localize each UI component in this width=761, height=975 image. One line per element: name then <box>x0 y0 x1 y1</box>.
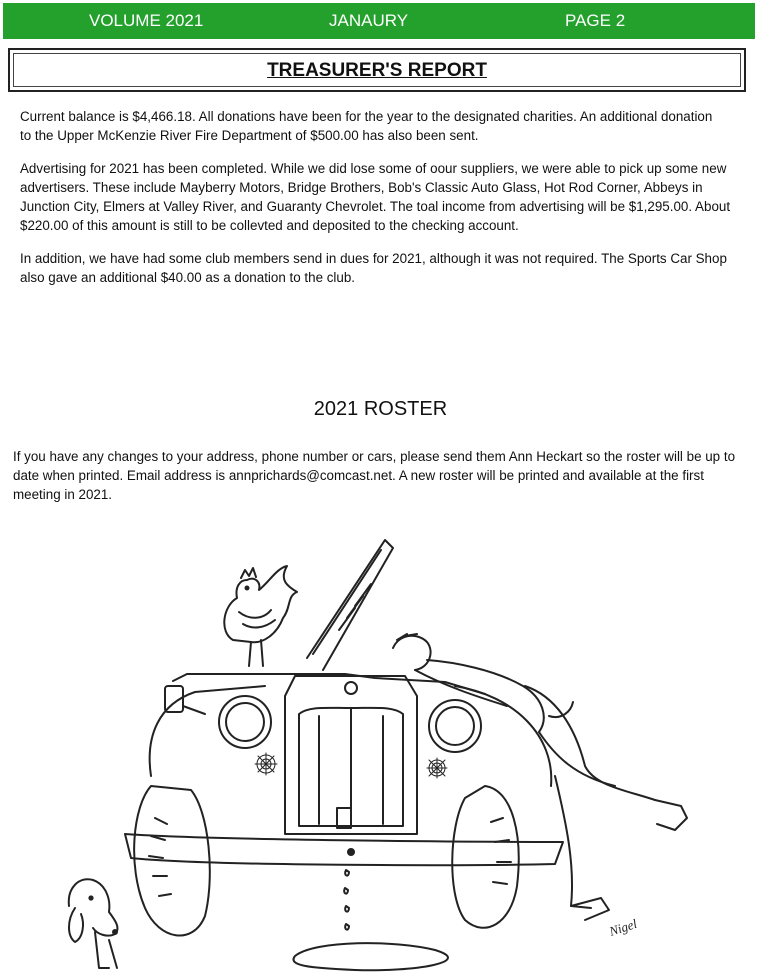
radiator-grille <box>285 676 417 834</box>
advertising-paragraph: Advertising for 2021 has been completed. While we did lose some of oour suppliers, we were able to pick up some new advertisers. These include Mayberry Motors, Bridge Brothers, Bob's Classic Auto Glass, Hot Rod Corner, Abbeys in Junction City, Elmers at Valley River, and Guaranty Chevrolet. The toal income from advertising will be $1,295.00. About $220.00 of this amount is still to be collevted and deposited to the checking account. <box>20 161 731 233</box>
roster-paragraph: If you have any changes to your address, phone number or cars, please send them Ann Heckart so the roster will be up to date when printed. Email address is annprichards@comcast.net. A new roster will be printed and available at the first meeting in 2021. <box>13 449 736 502</box>
wheels <box>134 786 519 936</box>
volume-label: VOLUME 2021 <box>89 11 204 30</box>
bumper <box>125 834 563 865</box>
month-label: JANAURY <box>329 11 409 30</box>
car-cartoon-illustration <box>55 536 735 974</box>
rooster-drawing <box>224 566 297 666</box>
oil-drips <box>293 870 447 970</box>
raised-hood <box>307 540 393 670</box>
dues-paragraph: In addition, we have had some club members send in dues for 2021, although it was not required. The Sports Car Shop also gave an additional $40.00 as a donation to the club. <box>20 251 727 285</box>
roster-title: 2021 ROSTER <box>313 398 448 420</box>
balance-paragraph: Current balance is $4,466.18. All donations have been for the year to the designated charities. An additional donation to the Upper McKenzie River Fire Department of $500.00 has also been sent. <box>20 109 713 143</box>
artist-signature: Nigel <box>607 915 639 939</box>
treasurer-report-title: TREASURER'S REPORT <box>267 60 487 81</box>
treasurer-title-box <box>8 48 746 92</box>
page-label: PAGE 2 <box>565 11 626 30</box>
header-banner <box>3 3 755 39</box>
dog-drawing <box>69 879 118 968</box>
